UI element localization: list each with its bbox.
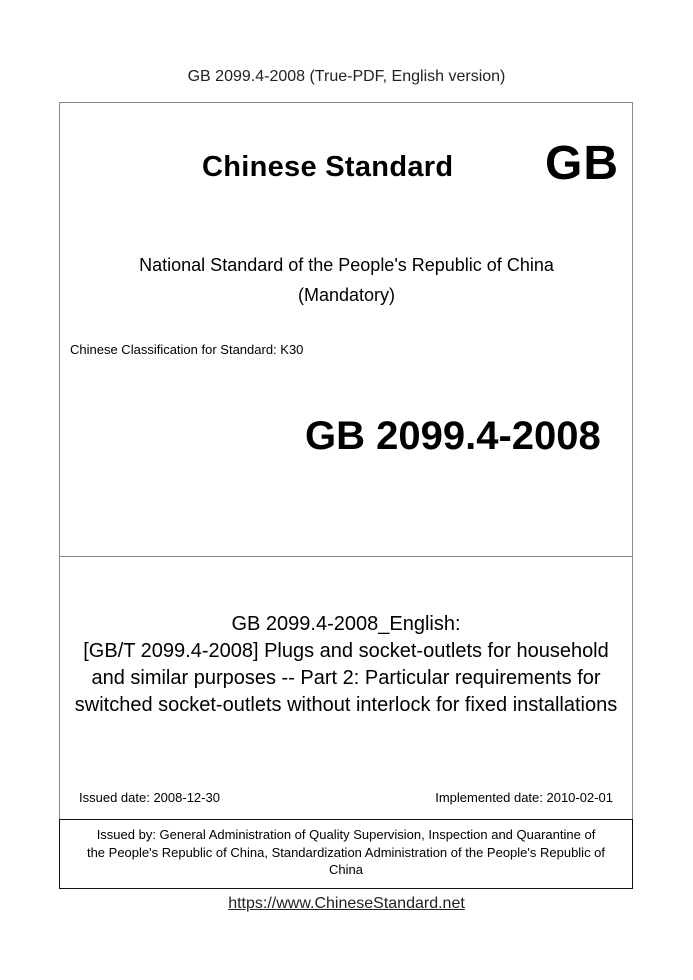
title-line: switched socket-outlets without interlock for fixed installations xyxy=(74,694,618,716)
website-link[interactable]: https://www.ChineseStandard.net xyxy=(228,895,465,912)
issuer-line: Issued by: General Administration of Quality Supervision, Inspection and Quarantine of xyxy=(96,827,596,842)
title-line: [GB/T 2099.4-2008] Plugs and socket-outlets for household xyxy=(83,640,609,662)
title-line: and similar purposes -- Part 2: Particular requirements for xyxy=(91,667,601,689)
national-standard-line: National Standard of the People's Republic of China xyxy=(139,255,554,275)
standard-number: GB 2099.4-2008 xyxy=(305,414,601,458)
title-line: GB 2099.4-2008_English: xyxy=(231,613,461,635)
standard-title xyxy=(59,611,633,719)
issuer-box xyxy=(59,819,633,889)
document-header: GB 2099.4-2008 (True-PDF, English version) xyxy=(187,68,506,85)
issuer-text xyxy=(60,826,632,879)
gb-logo: GB xyxy=(545,137,619,190)
footer xyxy=(0,895,693,913)
mandatory-label: (Mandatory) xyxy=(297,285,396,305)
issuer-line: the People's Republic of China, Standardization Administration of the People's Republic of xyxy=(86,844,606,860)
issuer-line: China xyxy=(329,862,363,877)
national-standard-label xyxy=(0,250,693,310)
issued-date: Issued date: 2008-12-30 xyxy=(79,790,220,805)
implemented-date: Implemented date: 2010-02-01 xyxy=(435,790,613,805)
classification-label: Chinese Classification for Standard: K30 xyxy=(70,342,304,357)
chinese-standard-heading: Chinese Standard xyxy=(202,151,454,183)
